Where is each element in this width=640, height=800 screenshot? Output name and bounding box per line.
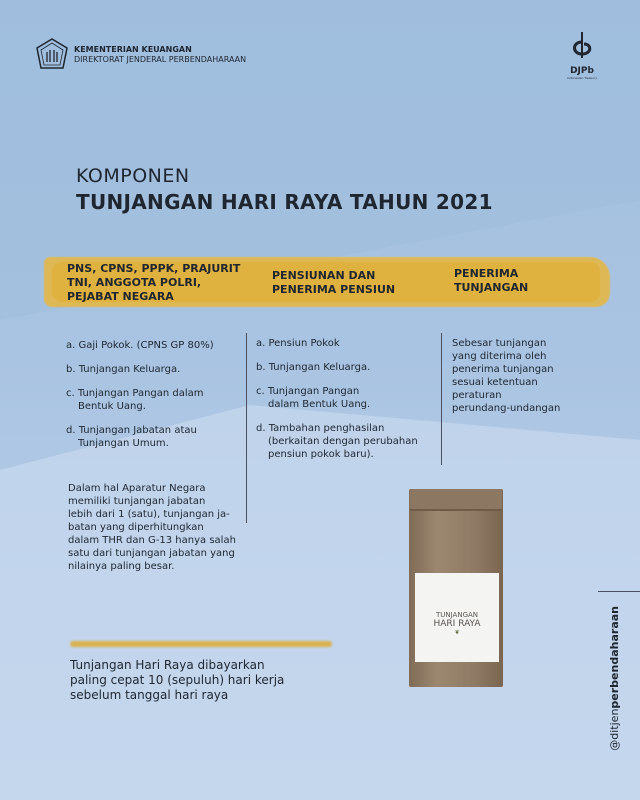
footer-highlight-bar xyxy=(70,641,332,647)
column-heading-pensiunan xyxy=(272,269,395,297)
kemenkeu-logo-icon xyxy=(36,38,68,70)
column-heading-pns xyxy=(67,262,240,304)
footer-text xyxy=(70,658,330,703)
footer-line: Tunjangan Hari Raya dibayarkan xyxy=(70,658,265,672)
desc-line: Sebesar tunjangan xyxy=(452,338,547,349)
list-item xyxy=(66,339,246,352)
item-text: d. Tunjangan Jabatan atau xyxy=(66,425,197,436)
note-line: nilainya paling besar. xyxy=(68,561,175,572)
item-text: Tunjangan Umum. xyxy=(78,438,169,449)
djpb-text: DJPb xyxy=(570,66,594,76)
footer-line: paling cepat 10 (sepuluh) hari kerja xyxy=(70,673,285,687)
item-text: dalam Bentuk Uang. xyxy=(268,399,371,410)
list-item xyxy=(256,385,441,411)
heading-line: PNS, CPNS, PPPK, PRAJURIT xyxy=(67,262,241,275)
bag-label-line1: TUNJANGAN xyxy=(435,611,479,619)
footer-line: sebelum tanggal hari raya xyxy=(70,688,229,702)
note-line: dalam THR dan G-13 hanya salah xyxy=(68,535,236,546)
pns-components-list xyxy=(66,339,246,461)
item-text: a. Pensiun Pokok xyxy=(256,338,340,349)
bag-label xyxy=(415,573,499,662)
leaf-icon: ❦ xyxy=(454,629,460,636)
note-paragraph xyxy=(68,482,268,573)
desc-line: penerima tunjangan xyxy=(452,364,554,375)
side-divider xyxy=(598,591,640,592)
item-text: Bentuk Uang. xyxy=(78,401,146,412)
note-line: lebih dari 1 (satu), tunjangan ja- xyxy=(68,509,230,520)
bag-label-line2: HARI RAYA xyxy=(433,619,481,629)
column-divider xyxy=(441,333,442,465)
desc-line: peraturan xyxy=(452,390,502,401)
heading-line: PEJABAT NEGARA xyxy=(67,290,174,303)
heading-line: TUNJANGAN xyxy=(454,281,529,294)
list-item xyxy=(66,387,246,413)
item-text: b. Tunjangan Keluarga. xyxy=(66,364,181,375)
penerima-description xyxy=(452,337,612,415)
note-line: Dalam hal Aparatur Negara xyxy=(68,483,206,494)
note-line: satu dari tunjangan jabatan yang xyxy=(68,548,235,559)
item-text: a. Gaji Pokok. (CPNS GP 80%) xyxy=(66,340,214,351)
desc-line: sesuai ketentuan xyxy=(452,377,538,388)
list-item xyxy=(66,424,246,450)
desc-line: yang diterima oleh xyxy=(452,351,547,362)
handle-bold: perbendaharaan xyxy=(608,606,621,709)
ministry-name xyxy=(74,45,246,65)
handle-prefix: @ditjen xyxy=(608,708,621,751)
social-handle xyxy=(608,606,622,751)
title-line1: KOMPONEN xyxy=(76,165,190,187)
list-item xyxy=(256,337,441,350)
ministry-label: KEMENTERIAN KEUANGAN xyxy=(74,45,192,54)
paper-bag-fold xyxy=(410,489,502,511)
list-item xyxy=(256,361,441,374)
note-line: batan yang diperhitungkan xyxy=(68,522,204,533)
djpb-subtext: Indonesian Treasury xyxy=(566,76,598,80)
page-title: TUNJANGAN HARI RAYA TAHUN 2021 xyxy=(76,190,493,214)
item-text: pensiun pokok baru). xyxy=(268,449,374,460)
djpb-logo-icon xyxy=(570,32,594,62)
directorate-label: DIREKTORAT JENDERAL PERBENDAHARAAN xyxy=(74,55,247,64)
note-line: memiliki tunjangan jabatan xyxy=(68,496,206,507)
item-text: c. Tunjangan Pangan dalam xyxy=(66,388,204,399)
heading-line: TNI, ANGGOTA POLRI, xyxy=(67,276,202,289)
item-text: (berkaitan dengan perubahan xyxy=(268,436,418,447)
heading-line: PENERIMA xyxy=(454,267,519,280)
heading-line: PENERIMA PENSIUN xyxy=(272,283,396,296)
desc-line: perundang-undangan xyxy=(452,403,561,414)
pensiunan-components-list xyxy=(256,337,441,472)
item-text: c. Tunjangan Pangan xyxy=(256,386,360,397)
column-heading-penerima xyxy=(454,267,528,295)
heading-line: PENSIUNAN DAN xyxy=(272,269,376,282)
list-item xyxy=(256,422,441,461)
item-text: b. Tunjangan Keluarga. xyxy=(256,362,371,373)
item-text: d. Tambahan penghasilan xyxy=(256,423,385,434)
djpb-logo xyxy=(562,32,602,80)
list-item xyxy=(66,363,246,376)
